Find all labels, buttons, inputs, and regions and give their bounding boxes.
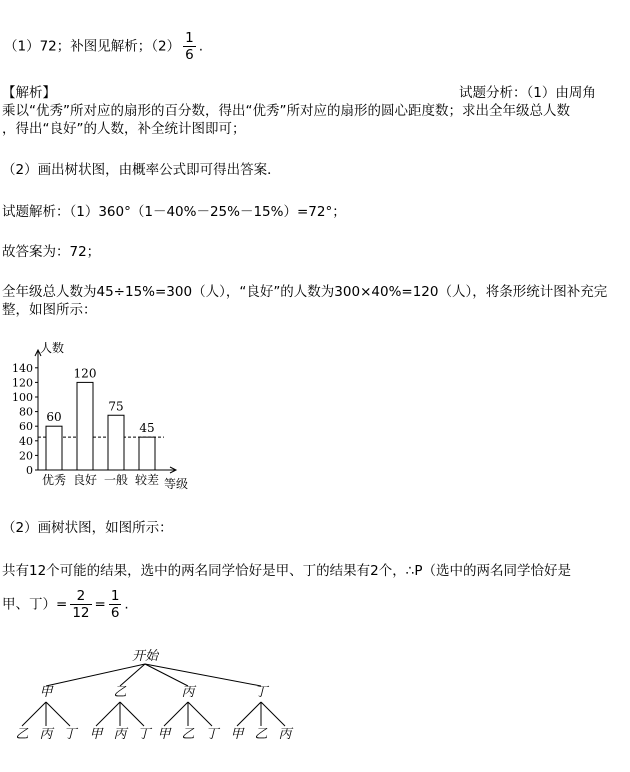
- fraction-numerator: 2: [70, 588, 91, 605]
- tree-edge: [22, 702, 46, 726]
- tree-leaf-node: 丁: [63, 727, 77, 742]
- tree-level1-node: 丁: [254, 685, 268, 700]
- prob-prefix: 甲、丁）=: [2, 596, 68, 613]
- fraction-numerator: 1: [185, 30, 194, 46]
- tree-edge: [120, 702, 144, 726]
- analysis-line3: ，得出“良好”的人数，补全统计图即可；: [2, 121, 246, 137]
- solution-line5: （2）画树状图，如图所示：: [2, 520, 173, 536]
- fraction-denominator: 6: [185, 47, 194, 63]
- tree-edge: [145, 664, 261, 686]
- analysis-line4: （2）画出树状图，由概率公式即可得出答案．: [2, 162, 281, 178]
- answer-line: [4, 30, 203, 63]
- tree-edge: [237, 702, 261, 726]
- category-label: 一般: [103, 473, 129, 487]
- prob-fraction-2: [109, 588, 122, 621]
- tree-leaf-node: 丁: [205, 727, 219, 742]
- category-label: 良好: [72, 473, 98, 487]
- y-tick-label: 80: [19, 405, 33, 419]
- tree-leaf-node: 甲: [89, 727, 103, 742]
- analysis-right-text: 试题分析：（1）由周角: [459, 85, 596, 101]
- fraction-denominator: 6: [110, 605, 120, 621]
- tree-leaf-node: 乙: [254, 727, 268, 742]
- solution-line3: 全年级总人数为45÷15%=300（人），“良好”的人数为300×40%=120（人），将条形统计图补充完: [2, 284, 608, 300]
- bar: [77, 382, 93, 470]
- bar-chart: [6, 340, 206, 490]
- y-tick-label: 140: [12, 361, 33, 375]
- bar: [139, 437, 155, 470]
- prob-fraction-1: [70, 588, 91, 621]
- tree-edge: [120, 664, 145, 686]
- tree-leaf-node: 乙: [15, 727, 29, 742]
- bar-value-label: 120: [73, 366, 97, 381]
- tree-edge: [46, 702, 70, 726]
- category-label: 优秀: [41, 473, 67, 487]
- tree-level1-node: 乙: [113, 685, 127, 700]
- bar-value-label: 60: [46, 410, 62, 425]
- solution-line4: 整，如图所示：: [2, 302, 97, 318]
- analysis-heading: 【解析】: [2, 85, 56, 101]
- y-tick-label: 0: [26, 464, 33, 477]
- tree-edge: [164, 702, 188, 726]
- y-tick-label: 40: [19, 434, 33, 448]
- fraction-denominator: 12: [72, 605, 90, 621]
- category-label: 较差: [134, 473, 160, 487]
- fraction-numerator: 1: [110, 588, 120, 604]
- y-axis-label: 人数: [40, 341, 65, 355]
- bar-value-label: 75: [108, 399, 124, 414]
- x-axis-label: 等级: [164, 477, 189, 490]
- tree-level1-node: 丙: [181, 685, 195, 700]
- answer-fraction: [183, 30, 196, 63]
- answer-end: .: [198, 38, 203, 55]
- tree-leaf-node: 乙: [181, 727, 195, 742]
- tree-leaf-node: 丙: [39, 727, 53, 742]
- tree-edge: [96, 702, 120, 726]
- tree-leaf-node: 甲: [230, 727, 244, 742]
- bar: [108, 415, 124, 470]
- prob-end: .: [124, 596, 129, 613]
- bar: [46, 426, 62, 470]
- tree-level1-node: 甲: [39, 685, 53, 700]
- bar-value-label: 45: [139, 421, 155, 436]
- tree-edge: [145, 664, 188, 686]
- solution-line6: 共有12个可能的结果，选中的两名同学恰好是甲、丁的结果有2个，∴P（选中的两名同学恰好是: [2, 563, 571, 579]
- prob-equals: =: [94, 596, 106, 613]
- tree-edge: [46, 664, 145, 686]
- tree-edge: [261, 702, 285, 726]
- y-tick-label: 100: [12, 391, 33, 404]
- tree-leaf-node: 丙: [278, 727, 292, 742]
- tree-leaf-node: 丙: [113, 727, 127, 742]
- tree-leaf-node: 甲: [157, 727, 171, 742]
- solution-line2: 故答案为：72；: [2, 244, 101, 260]
- y-tick-label: 20: [19, 449, 33, 463]
- solution-line1: 试题解析：（1）360°（1－40%－25%－15%）=72°；: [2, 204, 346, 220]
- y-tick-label: 120: [12, 376, 33, 390]
- tree-leaf-node: 丁: [137, 727, 151, 742]
- solution-line7: [2, 588, 129, 621]
- answer-text: （1）72；补图见解析；（2）: [4, 38, 181, 55]
- tree-root: 开始: [131, 649, 159, 664]
- analysis-line2: 乘以“优秀”所对应的扇形的百分数，得出“优秀”所对应的扇形的圆心距度数；求出全年级总人数: [2, 103, 570, 119]
- y-tick-label: 60: [19, 420, 33, 434]
- tree-edge: [188, 702, 212, 726]
- tree-diagram: [0, 642, 330, 752]
